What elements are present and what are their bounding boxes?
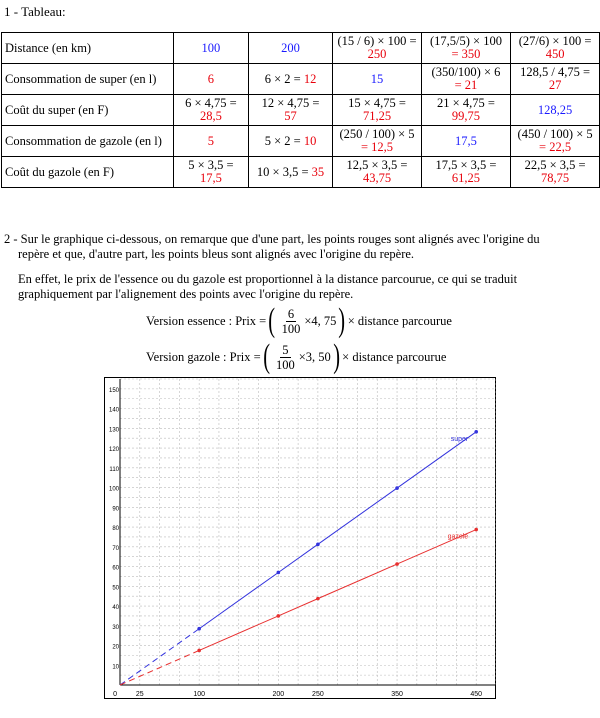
cell-line: 6 × 4,75 =	[185, 96, 237, 110]
cell-value: 35	[311, 164, 325, 179]
table-cell	[421, 126, 510, 157]
y-tick-label: 90	[112, 506, 119, 513]
y-tick-label: 140	[108, 407, 119, 414]
table-row	[2, 64, 600, 95]
y-tick-label: 40	[112, 605, 119, 612]
formula-essence	[146, 304, 452, 338]
cell-line: = 12,5	[360, 140, 394, 154]
formula-essence-fraction	[280, 307, 303, 336]
cell-line: 12 × 4,75 =	[261, 96, 320, 110]
formula-gazole-label: Version gazole :	[146, 349, 227, 364]
cell-line: 61,25	[451, 171, 481, 185]
y-tick-label: 70	[112, 545, 119, 552]
cell-line: 128,5 / 4,75 =	[520, 65, 591, 79]
cell-line: 6	[207, 71, 215, 86]
formula-essence-denominator: 100	[281, 321, 301, 336]
row-label: Consommation de super (en l)	[2, 64, 174, 95]
cell-line: 27	[548, 78, 562, 92]
cell-line: 21 × 4,75 =	[437, 96, 495, 110]
cell-line: 43,75	[362, 171, 392, 185]
cell-line: 200	[281, 40, 300, 55]
table-cell	[248, 33, 332, 64]
cell-line: 100	[201, 40, 221, 55]
table-cell	[333, 157, 422, 188]
formula-gazole-tail: × distance parcourue	[342, 349, 447, 364]
y-tick-label: 10	[112, 664, 119, 671]
cell-expression: 10 × 3,5 =	[256, 164, 312, 179]
table-row	[2, 157, 600, 188]
cell-value: 12	[303, 71, 317, 86]
chart-frame	[105, 378, 496, 699]
table-cell	[173, 126, 248, 157]
cell-line: 28,5	[199, 109, 222, 123]
y-tick-label: 30	[112, 624, 119, 631]
row-label: Coût du super (en F)	[2, 95, 174, 126]
x-tick-label: 450	[470, 691, 483, 698]
formula-gazole-prix: Prix =	[229, 349, 261, 364]
y-tick-label: 130	[108, 427, 119, 434]
series-super-point	[197, 627, 201, 631]
paragraph-2	[18, 272, 517, 302]
table-cell	[511, 64, 600, 95]
table-cell	[333, 64, 422, 95]
table-row	[2, 126, 600, 157]
row-label: Consommation de gazole (en l)	[2, 126, 174, 157]
table-cell	[333, 126, 422, 157]
formula-gazole-denominator: 100	[276, 357, 295, 372]
table-cell	[173, 157, 248, 188]
cell-line: 12,5 × 3,5 =	[346, 158, 408, 172]
legend-gazole: gazole	[447, 533, 469, 541]
table-cell	[333, 95, 422, 126]
origin-label: 0	[113, 691, 117, 698]
table-cell	[511, 157, 600, 188]
legend-super: super	[450, 435, 469, 443]
cell-line: 71,25	[362, 109, 392, 123]
cell-value: 10	[303, 133, 317, 148]
series-super-point	[395, 486, 399, 490]
y-tick-label: 60	[112, 565, 119, 572]
cell-line: = 350	[451, 47, 481, 61]
y-tick-label: 120	[108, 447, 119, 454]
series-super-point	[474, 430, 478, 434]
cell-line: (27/6) × 100 =	[518, 34, 592, 48]
table-cell	[511, 95, 600, 126]
y-tick-label: 80	[112, 526, 119, 533]
table-cell	[173, 33, 248, 64]
row-label: Distance (en km)	[2, 33, 174, 64]
table-cell	[511, 126, 600, 157]
cell-line: 17,5	[455, 133, 477, 148]
x-tick-label: 200	[272, 691, 285, 698]
cell-line: 5	[207, 133, 215, 148]
cell-line: (17,5/5) × 100	[429, 34, 502, 48]
paragraph-2-line-1: En effet, le prix de l'essence ou du gazole est proportionnel à la distance parcourue, ce qui se traduit	[18, 272, 518, 286]
cell-line: 57	[284, 109, 297, 123]
cell-line: 78,75	[541, 171, 570, 185]
table-cell	[421, 64, 510, 95]
data-table	[1, 32, 600, 188]
formula-essence-prix: Prix =	[235, 313, 267, 328]
paragraph-1	[4, 232, 540, 262]
paragraph-1-line-2: repère et que, d'autre part, les points bleus sont alignés avec l'origine du repère.	[18, 247, 415, 261]
cell-line: 15	[370, 71, 384, 86]
table-cell	[248, 126, 332, 157]
cell-expression: 5 × 2 =	[264, 133, 304, 148]
table-cell	[248, 157, 332, 188]
right-paren-icon: )	[333, 338, 340, 375]
cell-line: = 21	[454, 78, 478, 92]
table-cell	[173, 64, 248, 95]
y-tick-label: 50	[112, 585, 119, 592]
cell-expression: 6 × 2 =	[264, 71, 304, 86]
cell-line: (250 / 100) × 5	[339, 127, 415, 141]
cell-line: (450 / 100) × 5	[517, 127, 593, 141]
formula-gazole-factor: ×3, 50	[298, 349, 331, 364]
series-gazole-point	[197, 649, 201, 653]
formula-essence-factor: ×4, 75	[304, 313, 337, 328]
table-cell	[511, 33, 600, 64]
formula-gazole-fraction	[274, 343, 297, 372]
table-cell	[173, 95, 248, 126]
y-tick-label: 110	[109, 466, 119, 473]
formula-gazole-numerator: 5	[282, 342, 289, 357]
right-paren-icon: )	[338, 302, 346, 339]
cell-line: 99,75	[451, 109, 481, 123]
formula-essence-label: Version essence :	[146, 313, 233, 328]
cell-line: 15 × 4,75 =	[348, 96, 406, 110]
table-cell	[248, 95, 332, 126]
table-cell	[421, 157, 510, 188]
cell-line: 17,5 × 3,5 =	[435, 158, 497, 172]
y-tick-label: 20	[112, 644, 119, 651]
x-tick-label: 250	[312, 691, 324, 698]
table-cell	[333, 33, 422, 64]
table-cell	[421, 95, 510, 126]
cell-line: 5 × 3,5 =	[188, 158, 234, 172]
x-tick-label: 100	[193, 691, 206, 698]
table-cell	[421, 33, 510, 64]
row-label: Coût du gazole (en F)	[2, 157, 174, 188]
y-tick-label: 100	[108, 486, 119, 493]
table-cell	[248, 64, 332, 95]
cell-line: (15 / 6) × 100 =	[337, 34, 417, 48]
table-row	[2, 33, 600, 64]
cell-line: 17,5	[199, 171, 222, 185]
series-gazole-point	[277, 614, 281, 618]
paragraph-2-line-2: graphiquement par l'alignement des points avec l'origine du repère.	[18, 287, 354, 301]
formula-essence-tail: × distance parcourue	[347, 313, 452, 328]
formula-gazole	[146, 340, 446, 374]
series-gazole-point	[395, 562, 399, 566]
cell-line: 128,25	[537, 102, 573, 117]
series-super-point	[316, 543, 320, 547]
x-tick-label: 25	[135, 691, 144, 698]
cell-line: = 22,5	[539, 140, 572, 154]
x-tick-label: 350	[391, 691, 403, 698]
left-paren-icon: (	[268, 302, 276, 339]
left-paren-icon: (	[262, 338, 270, 375]
cell-line: 450	[545, 47, 565, 61]
series-gazole-point	[316, 597, 320, 601]
section-1-heading: 1 - Tableau:	[4, 4, 66, 19]
paragraph-1-line-1: 2 - Sur le graphique ci-dessous, on remarque que d'une part, les points rouges sont alignés avec l'origine du	[4, 232, 540, 246]
cell-line: 22,5 × 3,5 =	[524, 158, 586, 172]
table-row	[2, 95, 600, 126]
series-super-point	[277, 571, 281, 575]
chart	[104, 377, 496, 699]
cell-line: (350/100) × 6	[431, 65, 501, 79]
cell-line: 250	[367, 47, 387, 61]
series-gazole-point	[474, 528, 478, 532]
formula-essence-numerator: 6	[287, 306, 295, 321]
y-tick-label: 150	[108, 387, 119, 394]
